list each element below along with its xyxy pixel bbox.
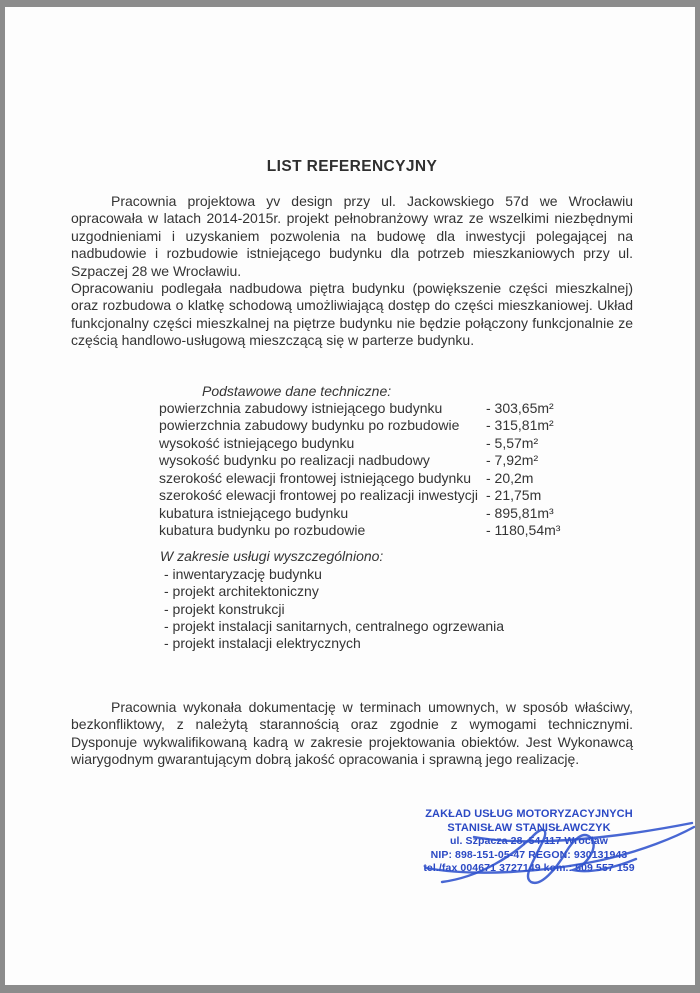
- tech-row-label: szerokość elewacji frontowej po realizacji inwestycji: [159, 487, 479, 504]
- tech-row-value: - 315,81m²: [486, 417, 554, 434]
- tech-row-value: - 895,81m³: [486, 504, 554, 521]
- table-row: [159, 452, 633, 469]
- table-row: [159, 487, 633, 504]
- technical-data-heading: Podstawowe dane techniczne:: [202, 382, 392, 399]
- tech-row-value: - 20,2m: [486, 469, 534, 486]
- table-row: [159, 505, 633, 522]
- stamp-line: tel./fax 004671 3727149 kom.: 509 557 159: [423, 862, 635, 874]
- table-row: [159, 522, 633, 539]
- tech-row-value: - 5,57m²: [486, 434, 539, 451]
- stamp-line: NIP: 898-151-05-47 REGON: 930131943: [430, 848, 628, 861]
- table-row: [159, 400, 633, 417]
- scope-paragraph: Opracowaniu podlegała nadbudowa piętra budynku (powiększenie części mieszkalnej) oraz rozbudowa o klatkę schodową umożliwiającą dostęp do części mieszkaniowej. Układ funkcjonalny części mieszkalnej na piętrze budynku nie będzie połączony funkcjonalnie ze częścią handlowo-usługową mieszczącą się w parterze budynku.: [71, 280, 633, 349]
- list-item: - projekt konstrukcji: [164, 600, 285, 617]
- tech-row-label: wysokość budynku po realizacji nadbudowy: [159, 452, 430, 469]
- page-title: LIST REFERENCYJNY: [266, 158, 438, 175]
- company-stamp: [413, 808, 645, 875]
- stamp-line: ul. Szpacza 28, 54-117 Wrocław: [449, 835, 609, 848]
- list-item: - projekt instalacji sanitarnych, centralnego ogrzewania: [164, 617, 505, 634]
- tech-row-label: wysokość istniejącego budynku: [159, 434, 355, 451]
- list-item: - projekt architektoniczny: [164, 583, 319, 600]
- tech-row-label: kubatura budynku po rozbudowie: [159, 521, 366, 538]
- closing-paragraph: Pracownia wykonała dokumentację w terminach umownych, w sposób właściwy, bezkonfliktowy, z należytą starannością oraz zgodnie z wymogami technicznymi. Dysponuje wykwalifikowaną kadrą w zakresie projektowania obiektów. Jest Wykonawcą wiarygodnym gwarantującym dobrą jakość opracowania i sprawną jego realizację.: [71, 698, 633, 767]
- table-row: [159, 435, 633, 452]
- tech-row-value: - 1180,54m³: [486, 521, 561, 538]
- stamp-line: ZAKŁAD USŁUG MOTORYZACYJNYCH: [425, 808, 633, 821]
- table-row: [159, 470, 633, 487]
- tech-row-label: kubatura istniejącego budynku: [159, 504, 349, 521]
- list-item: - projekt instalacji elektrycznych: [164, 635, 361, 652]
- list-item: - inwentaryzację budynku: [164, 565, 322, 582]
- table-row: [159, 417, 633, 434]
- services-section: [71, 548, 633, 652]
- tech-row-value: - 21,75m: [486, 487, 542, 504]
- technical-data-table: [159, 400, 633, 539]
- services-list: [164, 566, 633, 653]
- technical-data-section: [71, 383, 633, 540]
- intro-paragraph: Pracownia projektowa yv design przy ul. Jackowskiego 57d we Wrocławiu opracowała w latach 2014-2015r. projekt pełnobranżowy wraz ze wszelkimi niezbędnymi uzgodnieniami i uzyskaniem pozwolenia na budowę dla inwestycji polegającej na nadbudowie i rozbudowie istniejącego budynku dla potrzeb mieszkaniowych przy ul. Szpaczej 28 we Wrocławiu.: [71, 193, 633, 279]
- tech-row-label: powierzchnia zabudowy istniejącego budynku: [159, 400, 443, 417]
- tech-row-label: powierzchnia zabudowy budynku po rozbudowie: [159, 417, 460, 434]
- stamp-line: STANISŁAW STANISŁAWCZYK: [447, 821, 611, 834]
- tech-row-value: - 7,92m²: [486, 452, 539, 469]
- tech-row-value: - 303,65m²: [486, 400, 554, 417]
- tech-row-label: szerokość elewacji frontowej istniejącego budynku: [159, 469, 472, 486]
- services-heading: W zakresie usługi wyszczególniono:: [160, 548, 384, 565]
